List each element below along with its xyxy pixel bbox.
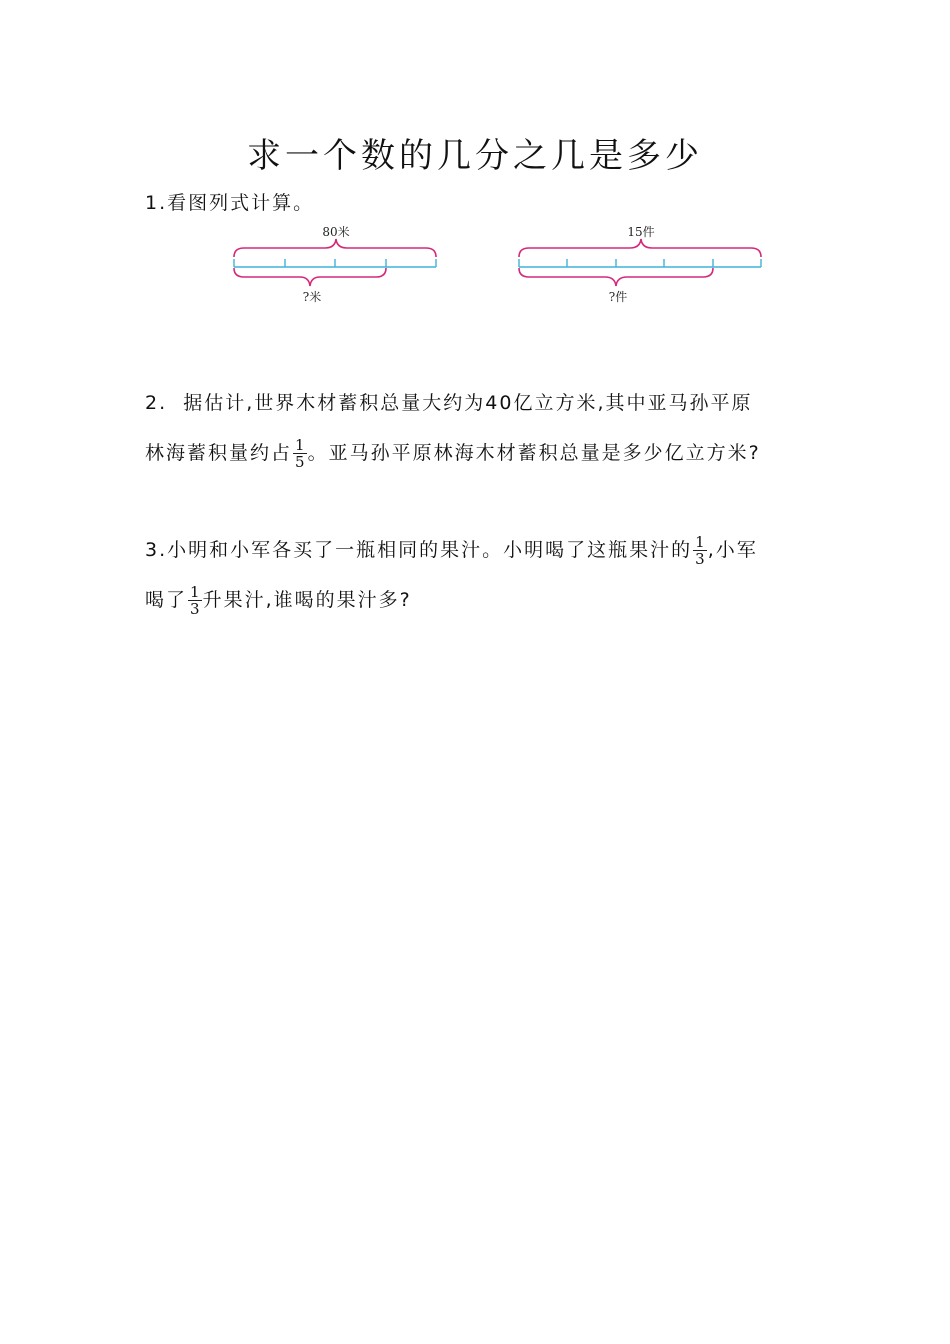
question-3-text-2b: 升果汁,谁喝的果汁多? bbox=[202, 589, 412, 611]
top-label-right: 15件 bbox=[627, 225, 655, 239]
ticks-right bbox=[519, 259, 761, 267]
fraction-one-third-b: $\frac{1}{3}$ bbox=[190, 583, 200, 618]
question-2-line-1 bbox=[145, 378, 810, 428]
question-2-text-1: 据估计,世界木材蓄积总量大约为40亿立方米,其中亚马孙平原 bbox=[183, 392, 753, 414]
fraction-one-third-a: $\frac{1}{3}$ bbox=[695, 533, 705, 568]
top-label-left: 80米 bbox=[322, 225, 350, 239]
question-3-text-2a: 喝了 bbox=[145, 589, 188, 611]
question-3-text-1b: ,小军 bbox=[707, 539, 758, 561]
question-2-number: 2. bbox=[145, 392, 168, 414]
question-3-line-1 bbox=[145, 525, 810, 575]
fraction-one-fifth: $\frac{1}{5}$ bbox=[295, 436, 305, 471]
question-3-number: 3. bbox=[145, 539, 168, 561]
line-diagrams bbox=[0, 0, 950, 340]
diagram-left bbox=[234, 224, 436, 304]
page-title: 求一个数的几分之几是多少 bbox=[247, 136, 703, 176]
question-2 bbox=[145, 378, 810, 478]
question-2-text-2b: 。亚马孙平原林海木材蓄积总量是多少亿立方米? bbox=[307, 442, 761, 464]
diagram-right bbox=[519, 224, 761, 304]
question-3-line-2 bbox=[145, 575, 810, 625]
bottom-label-right: ?件 bbox=[608, 290, 628, 304]
question-3 bbox=[145, 525, 810, 625]
question-2-text-2a: 林海蓄积量约占 bbox=[145, 442, 293, 464]
ticks-left bbox=[234, 259, 436, 267]
bottom-label-left: ?米 bbox=[302, 290, 322, 304]
question-1-text: 看图列式计算。 bbox=[167, 192, 315, 214]
bottom-brace-right bbox=[519, 268, 713, 286]
question-2-line-2 bbox=[145, 428, 810, 478]
bottom-brace-left bbox=[234, 268, 386, 286]
question-1-number: 1. bbox=[145, 192, 168, 214]
top-brace-left bbox=[234, 239, 436, 257]
top-brace-right bbox=[519, 239, 761, 257]
question-3-text-1a: 小明和小军各买了一瓶相同的果汁。小明喝了这瓶果汁的 bbox=[167, 539, 693, 561]
